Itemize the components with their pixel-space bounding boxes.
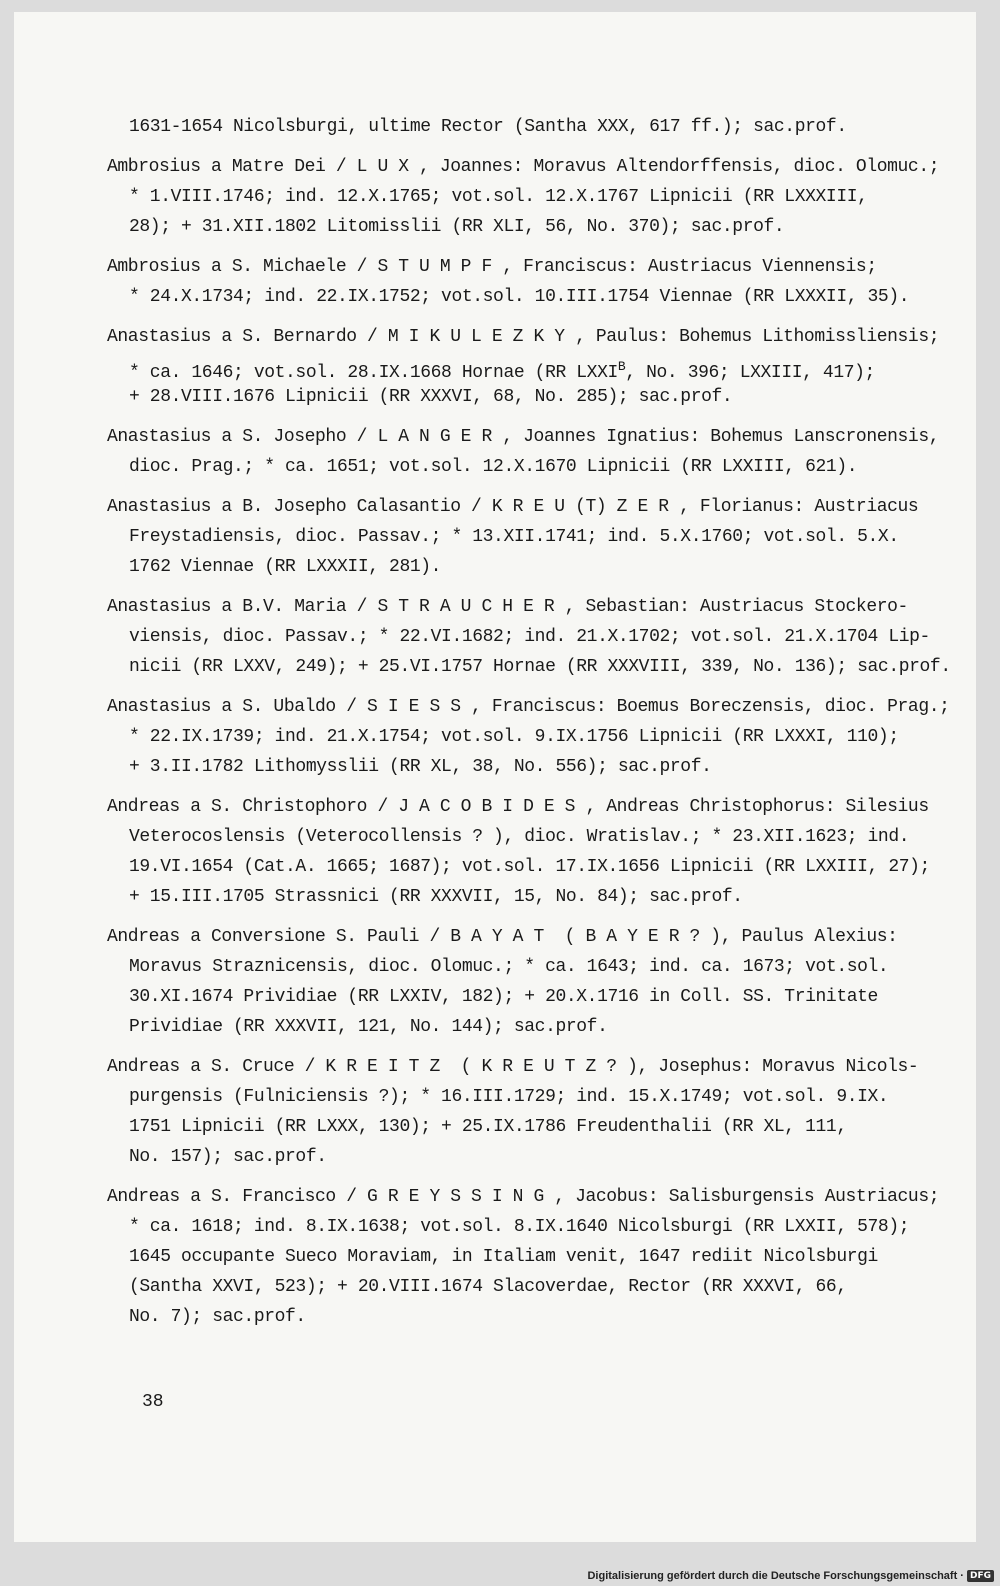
entry-text-line: * 24.X.1734; ind. 22.IX.1752; vot.sol. 10.III.1754 Viennae (RR LXXXII, 35).: [129, 287, 910, 307]
entry-heading-line: Anastasius a B.V. Maria / S T R A U C H E R , Sebastian: Austriacus Stockero-: [107, 597, 908, 617]
entry-text-line: Prividiae (RR XXXVII, 121, No. 144); sac.prof.: [129, 1017, 608, 1037]
entry-text-line: (Santha XXVI, 523); + 20.VIII.1674 Slacoverdae, Rector (RR XXXVI, 66,: [129, 1277, 847, 1297]
dfg-logo-icon: DFG: [967, 1570, 994, 1582]
entry-text-line: 19.VI.1654 (Cat.A. 1665; 1687); vot.sol. 17.IX.1656 Lipnicii (RR LXXIII, 27);: [129, 857, 930, 877]
entry-heading-line: Anastasius a S. Ubaldo / S I E S S , Franciscus: Boemus Boreczensis, dioc. Prag.;: [107, 697, 950, 717]
entry-text-line: nicii (RR LXXV, 249); + 25.VI.1757 Hornae (RR XXXVIII, 339, No. 136); sac.prof.: [129, 657, 951, 677]
catalog-entry: [107, 792, 947, 912]
entry-heading-line: Anastasius a S. Bernardo / M I K U L E Z K Y , Paulus: Bohemus Lithomissliensis;: [107, 327, 940, 347]
superscript-marker: B: [617, 359, 626, 374]
entry-text-line: * 22.IX.1739; ind. 21.X.1754; vot.sol. 9.IX.1756 Lipnicii (RR LXXXI, 110);: [129, 727, 899, 747]
entry-text-line: 1751 Lipnicii (RR LXXX, 130); + 25.IX.1786 Freudenthalii (RR XL, 111,: [129, 1117, 847, 1137]
catalog-entry: [107, 592, 951, 682]
catalog-entry: [107, 252, 947, 312]
entry-heading-line: Anastasius a S. Josepho / L A N G E R , Joannes Ignatius: Bohemus Lanscronensis,: [107, 427, 940, 447]
entry-text-line: viensis, dioc. Passav.; * 22.VI.1682; ind. 21.X.1702; vot.sol. 21.X.1704 Lip-: [129, 627, 930, 647]
entry-text-line: No. 7); sac.prof.: [129, 1307, 306, 1327]
catalog-entry: [107, 1182, 947, 1332]
entry-text-line: * ca. 1618; ind. 8.IX.1638; vot.sol. 8.IX.1640 Nicolsburgi (RR LXXII, 578);: [129, 1217, 910, 1237]
catalog-entry: [107, 922, 947, 1042]
entry-text-line: + 3.II.1782 Lithomysslii (RR XL, 38, No. 556); sac.prof.: [129, 757, 712, 777]
document-page: [14, 12, 976, 1542]
entry-text-line: + 28.VIII.1676 Lipnicii (RR XXXVI, 68, No. 285); sac.prof.: [129, 387, 733, 407]
catalog-entry: [107, 692, 950, 782]
entry-text-line: purgensis (Fulniciensis ?); * 16.III.1729; ind. 15.X.1749; vot.sol. 9.IX.: [129, 1087, 889, 1107]
entry-text-line: 30.XI.1674 Prividiae (RR LXXIV, 182); + 20.X.1716 in Coll. SS. Trinitate: [129, 987, 878, 1007]
entry-text-line: Freystadiensis, dioc. Passav.; * 13.XII.1741; ind. 5.X.1760; vot.sol. 5.X.: [129, 527, 899, 547]
catalog-entry: [107, 322, 947, 412]
entry-text-line: * ca. 1646; vot.sol. 28.IX.1668 Hornae (RR $LXXI^B$, No. 396; LXXIII, 417);: [129, 359, 875, 383]
entry-text-line: Veterocoslensis (Veterocollensis ? ), dioc. Wratislav.; * 23.XII.1623; ind.: [129, 827, 910, 847]
entry-text-line: Moravus Straznicensis, dioc. Olomuc.; * ca. 1643; ind. ca. 1673; vot.sol.: [129, 957, 889, 977]
entry-heading-line: Andreas a S. Cruce / K R E I T Z ( K R E U T Z ? ), Josephus: Moravus Nicols-: [107, 1057, 919, 1077]
catalog-entry: [107, 422, 947, 482]
entry-text-line: * 1.VIII.1746; ind. 12.X.1765; vot.sol. 12.X.1767 Lipnicii (RR LXXXIII,: [129, 187, 868, 207]
catalog-entry: [107, 492, 947, 582]
catalog-entry: [107, 1052, 947, 1172]
entry-heading-line: Ambrosius a S. Michaele / S T U M P F , Franciscus: Austriacus Viennensis;: [107, 257, 877, 277]
entry-text-line: 1762 Viennae (RR LXXXII, 281).: [129, 557, 442, 577]
entry-heading-line: Andreas a Conversione S. Pauli / B A Y A T ( B A Y E R ? ), Paulus Alexius:: [107, 927, 898, 947]
page-number: 38: [142, 1392, 164, 1412]
entry-heading-line: Ambrosius a Matre Dei / L U X , Joannes: Moravus Altendorffensis, dioc. Olomuc.;: [107, 157, 940, 177]
entry-text-line: 28); + 31.XII.1802 Litomisslii (RR XLI, 56, No. 370); sac.prof.: [129, 217, 785, 237]
catalog-entry: [107, 152, 947, 242]
entry-text-line: + 15.III.1705 Strassnici (RR XXXVII, 15, No. 84); sac.prof.: [129, 887, 743, 907]
entry-heading-line: Andreas a S. Christophoro / J A C O B I D E S , Andreas Christophorus: Silesius: [107, 797, 929, 817]
entry-text-line: 1645 occupante Sueco Moraviam, in Italiam venit, 1647 rediit Nicolsburgi: [129, 1247, 878, 1267]
entry-text-line: No. 157); sac.prof.: [129, 1147, 327, 1167]
entry-text-line: 1631-1654 Nicolsburgi, ultime Rector (Santha XXX, 617 ff.); sac.prof.: [129, 117, 847, 137]
entry-heading-line: Andreas a S. Francisco / G R E Y S S I N G , Jacobus: Salisburgensis Austriacus;: [107, 1187, 940, 1207]
entry-list: [107, 112, 951, 1342]
entry-text-line: dioc. Prag.; * ca. 1651; vot.sol. 12.X.1670 Lipnicii (RR LXXIII, 621).: [129, 457, 858, 477]
catalog-entry: [107, 112, 947, 142]
digitization-footer: [587, 1570, 994, 1582]
footer-text: Digitalisierung gefördert durch die Deutsche Forschungsgemeinschaft ·: [587, 1570, 964, 1582]
entry-heading-line: Anastasius a B. Josepho Calasantio / K R E U (T) Z E R , Florianus: Austriacus: [107, 497, 919, 517]
